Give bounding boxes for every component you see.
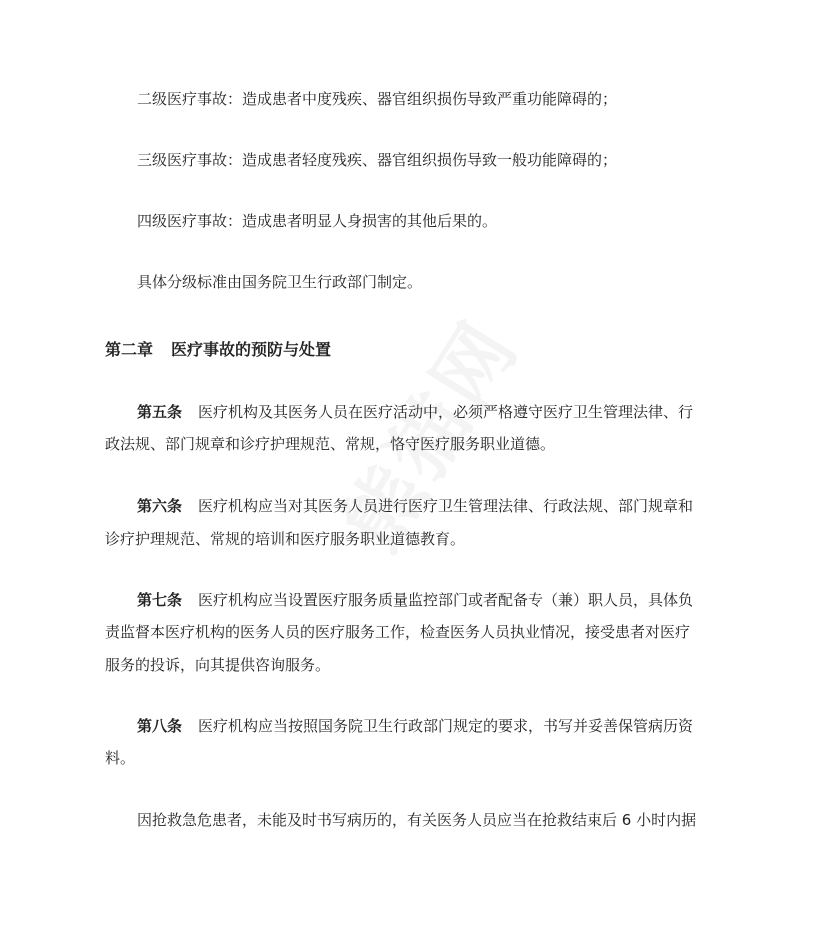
watermark xyxy=(312,294,541,567)
article-7-line-2: 责监督本医疗机构的医务人员的医疗服务工作，检查医务人员执业情况，接受患者对医疗 xyxy=(105,623,691,641)
article-5-line-2: 政法规、部门规章和诊疗护理规范、常规，恪守医疗服务职业道德。 xyxy=(105,435,556,453)
paragraph-grade-4: 四级医疗事故：造成患者明显人身损害的其他后果的。 xyxy=(137,212,498,230)
article-6-line-1 xyxy=(137,496,693,516)
article-7-line-3: 服务的投诉，向其提供咨询服务。 xyxy=(105,656,331,674)
article-8-label: 第八条 xyxy=(137,717,183,735)
article-7-line-1 xyxy=(137,590,693,610)
chapter-heading xyxy=(105,340,331,360)
article-8-text: 医疗机构应当按照国务院卫生行政部门规定的要求，书写并妥善保管病历资 xyxy=(198,717,694,735)
article-7-label: 第七条 xyxy=(137,591,183,609)
article-6-label: 第六条 xyxy=(137,497,183,515)
article-8-line-1 xyxy=(137,716,693,736)
article-5-label: 第五条 xyxy=(137,403,183,421)
article-5-line-1 xyxy=(137,402,693,422)
article-5-text: 医疗机构及其医务人员在医疗活动中，必须严格遵守医疗卫生管理法律、行 xyxy=(198,403,694,421)
chapter-title: 医疗事故的预防与处置 xyxy=(171,340,332,359)
paragraph-grade-3: 三级医疗事故：造成患者轻度残疾、器官组织损伤导致一般功能障碍的； xyxy=(137,151,618,169)
article-6-text: 医疗机构应当对其医务人员进行医疗卫生管理法律、行政法规、部门规章和 xyxy=(198,497,694,515)
article-7-text: 医疗机构应当设置医疗服务质量监控部门或者配备专（兼）职人员，具体负 xyxy=(198,591,694,609)
paragraph-grading-standard: 具体分级标准由国务院卫生行政部门制定。 xyxy=(137,273,423,291)
article-6-line-2: 诊疗护理规范、常规的培训和医疗服务职业道德教育。 xyxy=(105,530,466,548)
chapter-number: 第二章 xyxy=(105,340,154,359)
paragraph-emergency-records: 因抢救急危患者，未能及时书写病历的，有关医务人员应当在抢救结束后 6 小时内据 xyxy=(137,811,697,829)
paragraph-grade-2: 二级医疗事故：造成患者中度残疾、器官组织损伤导致严重功能障碍的； xyxy=(137,90,618,108)
article-8-line-2: 料。 xyxy=(105,749,136,767)
